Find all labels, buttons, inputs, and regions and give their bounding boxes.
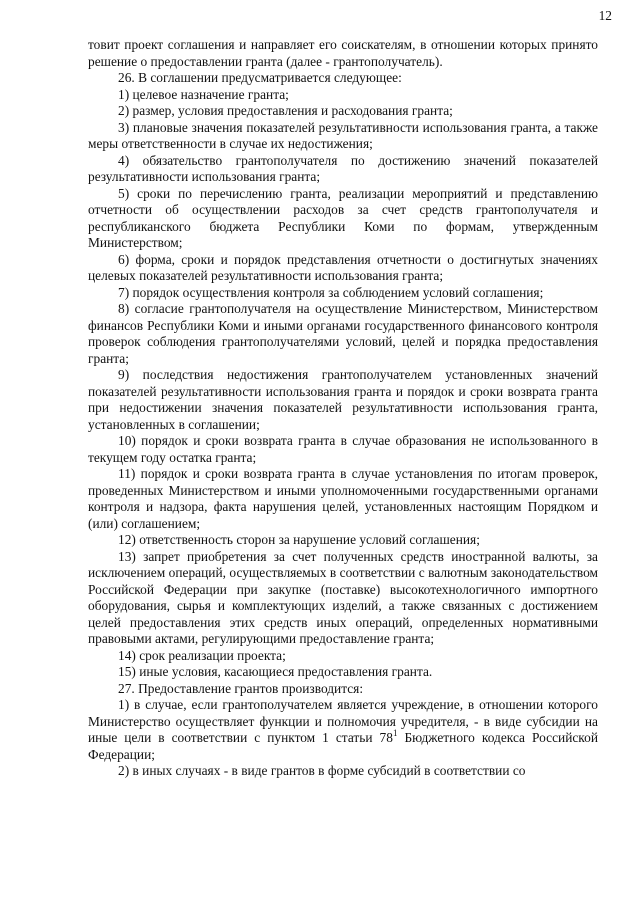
- paragraph: 10) порядок и сроки возврата гранта в случае образования не использованного в текущем году остатка гранта;: [88, 433, 598, 465]
- page-number: 12: [598, 8, 612, 23]
- document-body: [88, 37, 598, 780]
- paragraph: 26. В соглашении предусматривается следующее:: [118, 70, 402, 85]
- paragraph: 2) в иных случаях - в виде грантов в форме субсидий в соответствии со: [118, 763, 526, 778]
- paragraph: 1) целевое назначение гранта;: [118, 86, 289, 102]
- paragraph: 11) порядок и сроки возврата гранта в случае установления по итогам проверок, проведенных Министерством и иными уполномоченными государственными органами контроля и надзора, факта нарушения целей, установленных настоящим Порядком и (или) соглашением;: [88, 466, 598, 531]
- paragraph: 12) ответственность сторон за нарушение условий соглашения;: [118, 532, 480, 547]
- paragraph: 8) согласие грантополучателя на осуществление Министерством, Министерством финансов Республики Коми и иными органами государственного финансового контроля проверок соблюдения грантополучателями условий, целей и порядка предоставления гранта;: [88, 301, 598, 366]
- paragraph: 6) форма, сроки и порядок представления отчетности о достигнутых значениях целевых показателей результативности использования гранта;: [88, 251, 598, 283]
- paragraph: 5) сроки по перечислению гранта, реализации мероприятий и представлению отчетности об осуществлении расходов за счет средств грантополучателя и республиканского бюджета Республики Коми по формам, утвержденным Министерством;: [88, 185, 598, 250]
- paragraph: 3) плановые значения показателей результативности использования гранта, а также меры ответственности в случае их недостижения;: [88, 119, 598, 151]
- paragraph: 27. Предоставление грантов производится:: [118, 680, 364, 696]
- paragraph: 14) срок реализации проекта;: [118, 647, 286, 663]
- paragraph: товит проект соглашения и направляет его соискателям, в отношении которых принято решение о предоставлении гранта (далее - грантополучатель).: [88, 37, 598, 69]
- superscript: 1: [392, 728, 398, 738]
- paragraph: 1) в случае, если грантополучателем является учреждение, в отношении которого Министерство осуществляет функции и полномочия учредителя, - в виде субсидии на иные цели в соответствии с пунктом 1 статьи $78^1$ Бюджетного кодекса Российской Федерации;: [88, 697, 598, 762]
- paragraph: 2) размер, условия предоставления и расходования гранта;: [118, 103, 453, 118]
- paragraph: 7) порядок осуществления контроля за соблюдением условий соглашения;: [118, 284, 544, 300]
- paragraph: 9) последствия недостижения грантополучателем установленных значений показателей результативности использования гранта и порядок и сроки возврата гранта при недостижении значения показателей результативности использования гранта, установленных в соглашении;: [88, 367, 598, 432]
- paragraph: 15) иные условия, касающиеся предоставления гранта.: [118, 664, 433, 679]
- paragraph: 13) запрет приобретения за счет полученных средств иностранной валюты, за исключением операций, осуществляемых в соответствии с валютным законодательством Российской Федерации при закупке (поставке) высокотехнологичного импортного оборудования, сырья и комплектующих изделий, а также связанных с достижением целей предоставления этих средств иных операций, определенных нормативными правовыми актами, регулирующими предоставление гранта;: [88, 548, 598, 646]
- paragraph: 4) обязательство грантополучателя по достижению значений показателей результативности использования гранта;: [88, 152, 598, 184]
